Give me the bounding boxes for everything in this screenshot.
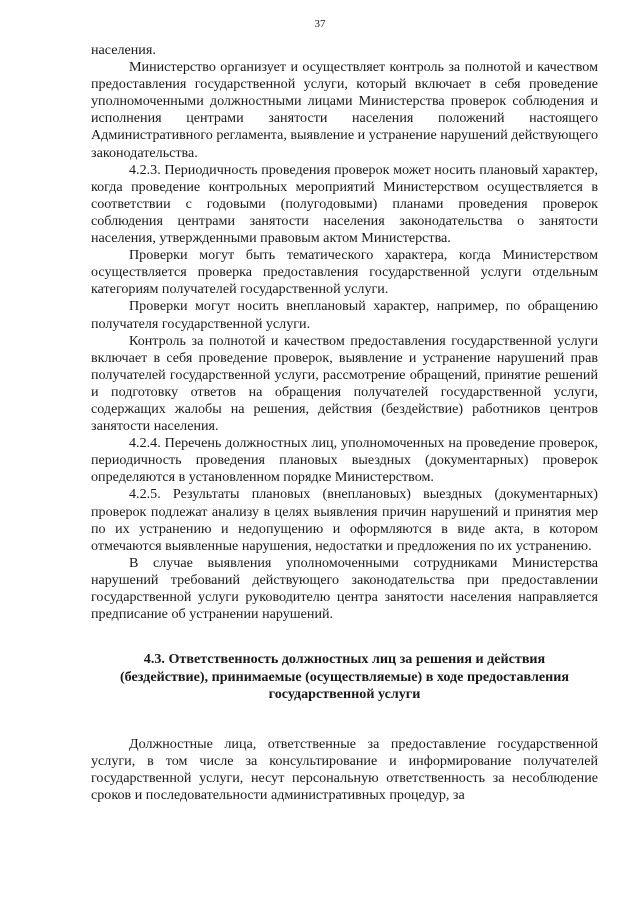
page-number: 37 — [314, 18, 326, 30]
paragraph: 4.2.5. Результаты плановых (внеплановых) выездных (документарных) проверок подлежат анализу в целях выявления причин нарушений и принятия мер по их устранению и недопущению и оформляются в виде акта, в котором отмечаются выявленные нарушения, недостатки и предложения по их устранению. — [91, 486, 598, 554]
paragraph: В случае выявления уполномоченными сотрудниками Министерства нарушений требований действующего законодательства при предоставлении государственной услуги руководителю центра занятости населения направляется предписание об устранении нарушений. — [91, 554, 598, 623]
paragraph: Контроль за полнотой и качеством предоставления государственной услуги включает в себя проведение проверок, выявление и устранение нарушений прав получателей государственной услуги, рассмотрение обращений, принятие решений и подготовку ответов на обращения получателей государственной услуги, содержащих жалобы на решения, действия (бездействие) работников центров занятости населения. — [91, 332, 598, 435]
paragraph: Проверки могут быть тематического характера, когда Министерством осуществляется проверка предоставления государственной услуги отдельным категориям получателей государственной услуги. — [91, 247, 598, 298]
paragraph: 4.2.3. Периодичность проведения проверок может носить плановый характер, когда проведение контрольных мероприятий Министерством осуществляется в соответствии с годовыми (полугодовыми) планами проведения проверок соблюдения центрами занятости населения законодательства о занятости населения, утвержденными правовым актом Министерства. — [91, 161, 598, 247]
paragraph: Министерство организует и осуществляет контроль за полнотой и качеством предоставления государственной услуги, который включает в себя проведение уполномоченными должностными лицами Министерства проверок соблюдения и исполнения центрами занятости населения положений настоящего Административного регламента, выявление и устранение нарушений действующего законодательства. — [91, 59, 598, 161]
paragraph: 4.2.4. Перечень должностных лиц, уполномоченных на проведение проверок, периодичность проведения плановых выездных (документарных) проверок определяются в установленном порядке Министерством. — [91, 435, 598, 486]
document-body — [91, 42, 598, 804]
section-heading: 4.3. Ответственность должностных лиц за решения и действия (бездействие), принимаемые (осуществляемые) в ходе предоставления государственной услуги — [119, 651, 570, 703]
paragraph: населения. — [91, 42, 156, 58]
paragraph: Проверки могут носить внеплановый характер, например, по обращению получателя государственной услуги. — [91, 298, 598, 332]
paragraph: Должностные лица, ответственные за предоставление государственной услуги, в том числе за консультирование и информирование получателей государственной услуги, несут персональную ответственность за несоблюдение сроков и последовательности административных процедур, за — [91, 735, 598, 804]
